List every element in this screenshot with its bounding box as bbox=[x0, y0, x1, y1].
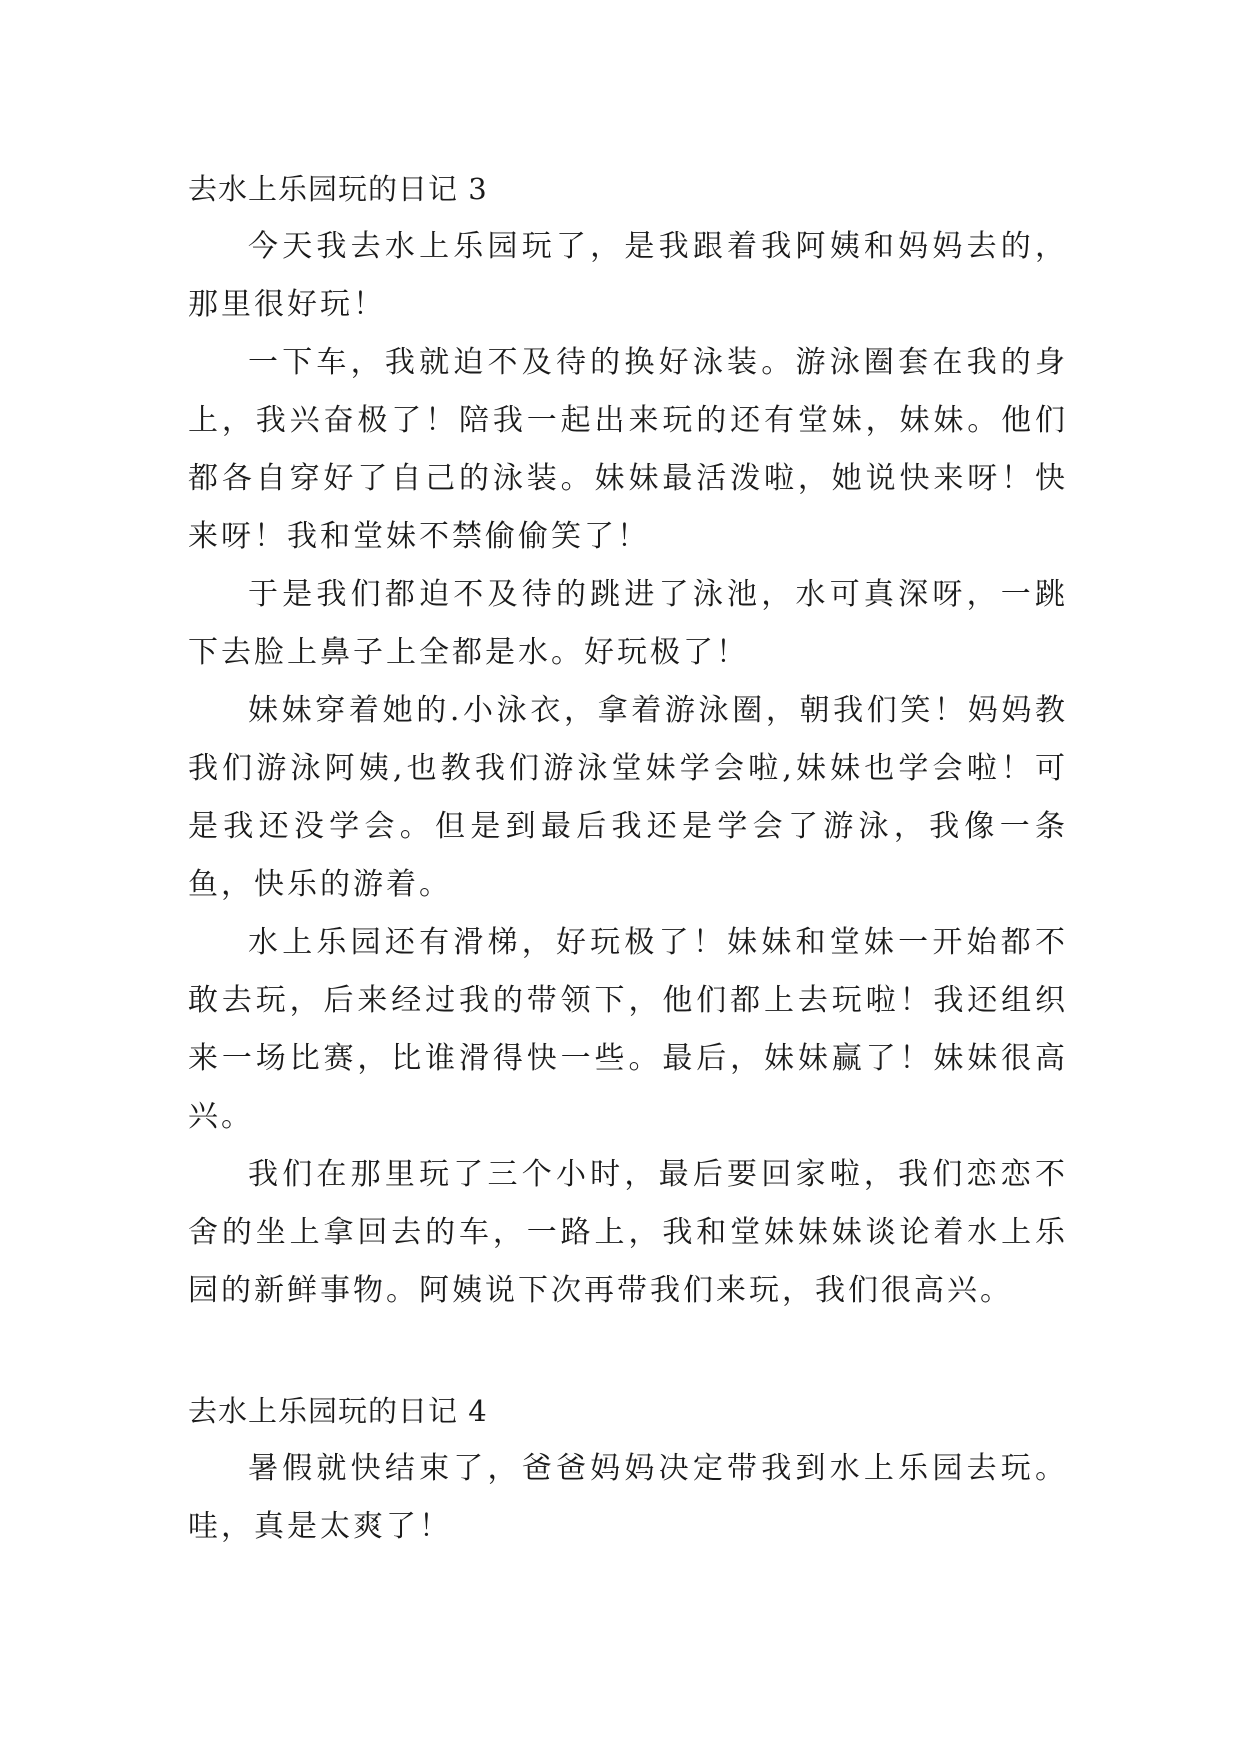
paragraph: 于是我们都迫不及待的跳进了泳池，水可真深呀，一跳下去脸上鼻子上全都是水。好玩极了！ bbox=[188, 577, 1068, 670]
paragraph: 水上乐园还有滑梯，好玩极了！妹妹和堂妹一开始都不敢去玩，后来经过我的带领下，他们都上去玩啦！我还组织来一场比赛，比谁滑得快一些。最后，妹妹赢了！妹妹很高兴。 bbox=[188, 925, 1068, 1134]
diary-section-3 bbox=[188, 160, 1068, 1320]
paragraph: 我们在那里玩了三个小时，最后要回家啦，我们恋恋不舍的坐上拿回去的车，一路上，我和堂妹妹妹谈论着水上乐园的新鲜事物。阿姨说下次再带我们来玩，我们很高兴。 bbox=[188, 1157, 1068, 1308]
document-body bbox=[188, 160, 1068, 1556]
paragraph: 暑假就快结束了，爸爸妈妈决定带我到水上乐园去玩。哇，真是太爽了！ bbox=[188, 1451, 1068, 1544]
paragraph: 今天我去水上乐园玩了，是我跟着我阿姨和妈妈去的，那里很好玩！ bbox=[188, 229, 1068, 322]
diary-section-4 bbox=[188, 1382, 1068, 1556]
paragraph: 妹妹穿着她的.小泳衣，拿着游泳圈，朝我们笑！妈妈教我们游泳阿姨,也教我们游泳堂妹学会啦,妹妹也学会啦！可是我还没学会。但是到最后我还是学会了游泳，我像一条鱼，快乐的游着。 bbox=[188, 693, 1068, 902]
section-spacer bbox=[188, 1320, 1068, 1382]
section-title: 去水上乐园玩的日记 4 bbox=[188, 1394, 488, 1428]
paragraph: 一下车，我就迫不及待的换好泳装。游泳圈套在我的身上，我兴奋极了！陪我一起出来玩的还有堂妹，妹妹。他们都各自穿好了自己的泳装。妹妹最活泼啦，她说快来呀！快来呀！我和堂妹不禁偷偷笑了！ bbox=[188, 345, 1068, 554]
section-title: 去水上乐园玩的日记 3 bbox=[188, 172, 488, 206]
